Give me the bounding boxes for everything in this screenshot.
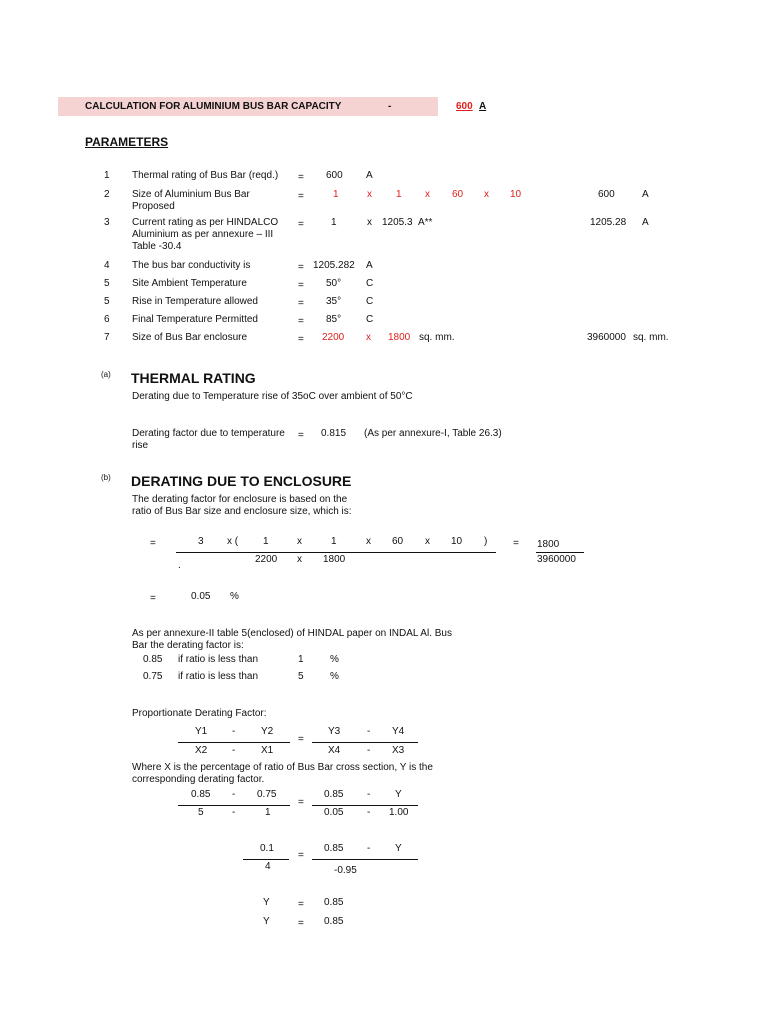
sym-op: - [367,726,371,737]
num-term: 1.00 [389,807,409,818]
header-value: 600 [456,101,473,112]
fraction-bar [312,805,418,806]
param-value: 60 [452,189,464,200]
sym-term: X1 [261,745,274,756]
param-unit: C [366,314,374,325]
formula-dot: . [178,560,181,571]
num-eq: = [298,850,304,861]
formula-op: x [425,536,430,547]
sym-op: - [232,726,236,737]
header-title: CALCULATION FOR ALUMINIUM BUS BAR CAPACITY [85,101,342,112]
header-dash: - [388,101,392,112]
sym-term: Y1 [195,726,208,737]
param-no: 1 [104,170,110,181]
thermal-eq: = [298,430,304,441]
formula-term: 10 [451,536,463,547]
fraction-bar [176,552,496,553]
param-label: Rise in Temperature allowed [132,296,258,307]
formula-op: x [297,536,302,547]
sym-term: X4 [328,745,341,756]
enclosure-heading: DERATING DUE TO ENCLOSURE [131,473,352,489]
num-term: 0.75 [257,789,277,800]
sym-op: - [232,745,236,756]
sym-term: X2 [195,745,208,756]
prop-label: Proportionate Derating Factor: [132,708,267,719]
param-result-unit: A [642,217,649,228]
sym-eq: = [298,734,304,745]
final-value: 0.85 [324,897,344,908]
param-result: 3960000 [587,332,626,343]
param-label: Thermal rating of Bus Bar (reqd.) [132,170,279,181]
num-term: -0.95 [334,865,357,876]
param-label: Size of Aluminium Bus Bar Proposed [132,189,250,212]
fraction-bar [178,742,290,743]
num-term: 0.85 [191,789,211,800]
param-no: 2 [104,189,110,200]
thermal-factor-label: Derating factor due to temperature rise [132,428,285,451]
formula-op: x [366,536,371,547]
num-term: 0.85 [324,789,344,800]
param-label: Site Ambient Temperature [132,278,247,289]
param-value: 2200 [322,332,345,343]
formula-op: x [297,554,302,565]
num-term: Y [395,843,402,854]
sym-term: Y4 [392,726,405,737]
param-value: 1 [331,217,337,228]
header-unit: A [479,101,487,112]
cond-value: 0.85 [143,654,163,665]
num-term: 0.05 [324,807,344,818]
param-value: 600 [326,170,343,181]
param-eq: = [298,298,304,309]
param-value: 10 [510,189,522,200]
num-term: 0.1 [260,843,274,854]
param-label: Final Temperature Permitted [132,314,258,325]
fraction-bar [312,859,418,860]
num-term: 4 [265,861,271,872]
param-unit: A [366,260,373,271]
formula-term: 60 [392,536,404,547]
result-unit: % [230,591,239,602]
sym-term: Y3 [328,726,341,737]
formula-eq: = [150,538,156,549]
formula-term: 1 [331,536,337,547]
sym-op: - [367,745,371,756]
param-unit: A** [418,217,433,228]
num-op: - [367,843,371,854]
param-value: 1 [396,189,402,200]
param-x: x [367,189,372,200]
num-eq: = [298,797,304,808]
param-no: 4 [104,260,110,271]
formula-eq: = [513,538,519,549]
formula-term: 3960000 [537,554,576,565]
cond-text: if ratio is less than [178,671,259,682]
param-no: 5 [104,278,110,289]
section-marker: (b) [101,473,111,482]
param-x: x [366,332,371,343]
where-text: Where X is the percentage of ratio of Bus Bar cross section, Y is the corresponding derating factor. [132,762,433,785]
formula-op: x ( [227,536,239,547]
formula-term: 1 [263,536,269,547]
param-eq: = [298,172,304,183]
param-result: 1205.28 [590,217,627,228]
cond-value: 0.75 [143,671,163,682]
formula-term: 2200 [255,554,278,565]
param-eq: = [298,219,304,230]
num-term: 0.85 [324,843,344,854]
sym-term: X3 [392,745,405,756]
sym-term: Y2 [261,726,274,737]
param-label: The bus bar conductivity is [132,260,251,271]
param-label: Current rating as per HINDALCO Aluminium as per annexure – III Table -30.4 [132,217,279,252]
param-result-unit: A [642,189,649,200]
cond-unit: % [330,671,339,682]
final-value: 0.85 [324,916,344,927]
fraction-bar [536,552,584,553]
param-value: 1800 [388,332,411,343]
cond-n: 1 [298,654,304,665]
param-no: 3 [104,217,110,228]
formula-term: 1800 [323,554,346,565]
formula-term: 1800 [537,539,560,550]
param-unit: C [366,278,374,289]
num-term: 5 [198,807,204,818]
param-eq: = [298,334,304,345]
param-value: 1 [333,189,339,200]
param-result-unit: sq. mm. [633,332,669,343]
param-result: 600 [598,189,615,200]
param-x: x [367,217,372,228]
param-unit: A [366,170,373,181]
cond-text: if ratio is less than [178,654,259,665]
param-x: x [425,189,430,200]
thermal-heading: THERMAL RATING [131,370,256,386]
param-no: 5 [104,296,110,307]
result-eq: = [150,593,156,604]
final-eq: = [298,918,304,929]
param-value: 35° [326,296,342,307]
thermal-text: Derating due to Temperature rise of 35oC over ambient of 50°C [132,391,413,402]
param-no: 7 [104,332,110,343]
result-value: 0.05 [191,591,211,602]
enclosure-text: The derating factor for enclosure is based on the ratio of Bus Bar size and enclosure size, which is: [132,494,352,517]
thermal-factor: 0.815 [321,428,347,439]
param-value: 1205.282 [313,260,355,271]
param-no: 6 [104,314,110,325]
num-term: 1 [265,807,271,818]
param-x: x [484,189,489,200]
fraction-bar [312,742,418,743]
annex-text: As per annexure-II table 5(enclosed) of HINDAL paper on INDAL Al. Bus Bar the derating factor is: [132,628,452,651]
param-eq: = [298,316,304,327]
param-value: 1205.3 [382,217,413,228]
param-value: 50° [326,278,342,289]
num-term: Y [395,789,402,800]
thermal-note: (As per annexure-I, Table 26.3) [364,428,502,439]
param-eq: = [298,280,304,291]
param-unit: C [366,296,374,307]
param-eq: = [298,191,304,202]
cond-n: 5 [298,671,304,682]
section-marker: (a) [101,370,111,379]
param-unit: sq. mm. [419,332,455,343]
num-op: - [232,789,236,800]
num-op: - [232,807,236,818]
parameters-heading: PARAMETERS [85,135,169,149]
formula-term: 3 [198,536,204,547]
param-value: 85° [326,314,342,325]
num-op: - [367,789,371,800]
formula-op: ) [484,536,488,547]
num-op: - [367,807,371,818]
final-y: Y [263,916,270,927]
cond-unit: % [330,654,339,665]
param-label: Size of Bus Bar enclosure [132,332,248,343]
fraction-bar [243,859,289,860]
final-y: Y [263,897,270,908]
fraction-bar [178,805,290,806]
param-eq: = [298,262,304,273]
final-eq: = [298,899,304,910]
